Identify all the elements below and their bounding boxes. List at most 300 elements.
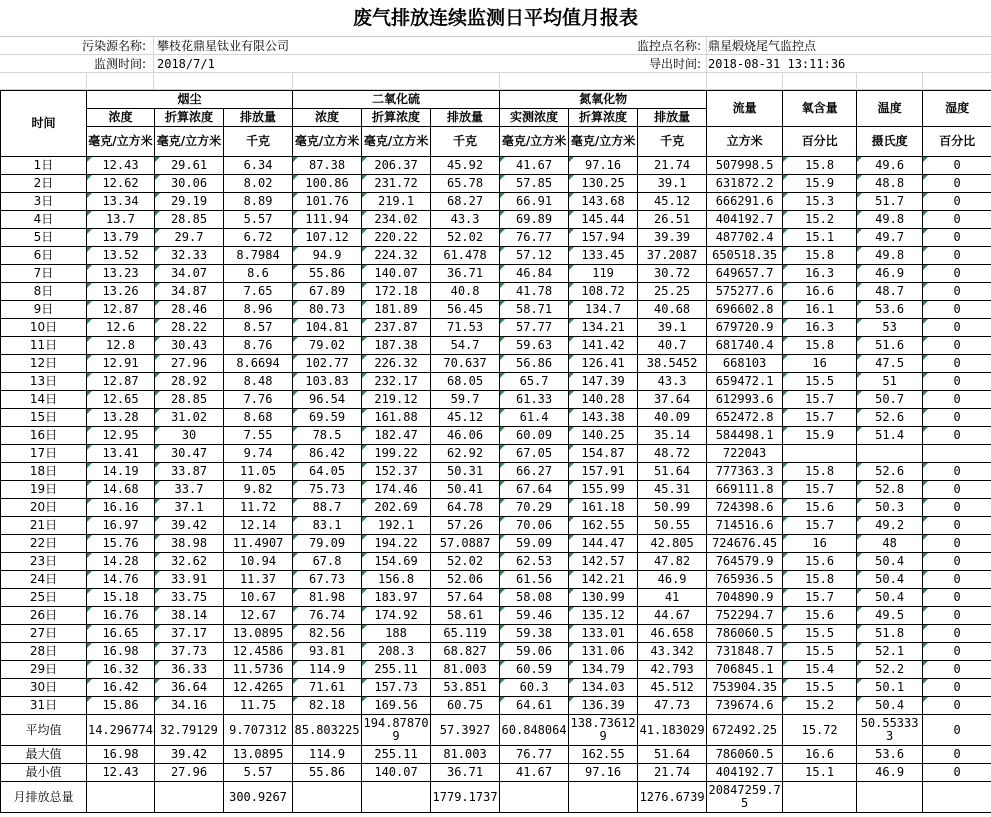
table-cell: 16.3 (783, 265, 857, 283)
table-cell: 46.9 (638, 571, 707, 589)
table-cell: 162.55 (569, 517, 638, 535)
table-cell: 13.26 (87, 283, 155, 301)
table-cell: 0 (923, 499, 991, 517)
table-cell: 786060.5 (707, 625, 783, 643)
table-cell: 6.72 (224, 229, 293, 247)
table-row (1, 175, 991, 193)
table-cell: 12.62 (87, 175, 155, 193)
table-cell: 64.61 (500, 697, 569, 715)
table-cell: 20847259.75 (707, 782, 783, 813)
table-cell: 108.72 (569, 283, 638, 301)
table-cell: 6.34 (224, 157, 293, 175)
header-nox: 氮氧化物 (500, 91, 707, 109)
table-cell: 46.06 (431, 427, 500, 445)
table-cell: 487702.4 (707, 229, 783, 247)
table-cell (923, 445, 991, 463)
table-cell: 28.92 (155, 373, 224, 391)
table-cell: 0 (923, 697, 991, 715)
report-table (0, 90, 991, 813)
table-cell: 12.43 (87, 764, 155, 782)
table-cell: 194.878709 (362, 715, 431, 746)
row-label: 7日 (1, 265, 87, 283)
table-cell: 62.92 (431, 445, 500, 463)
row-label: 14日 (1, 391, 87, 409)
grid-line (292, 72, 293, 90)
table-cell: 43.342 (638, 643, 707, 661)
table-cell: 199.22 (362, 445, 431, 463)
table-cell: 71.61 (293, 679, 362, 697)
table-cell: 33.87 (155, 463, 224, 481)
table-cell: 0 (923, 517, 991, 535)
table-cell: 32.79129 (155, 715, 224, 746)
table-cell: 67.05 (500, 445, 569, 463)
table-cell: 0 (923, 553, 991, 571)
table-row (1, 499, 991, 517)
table-cell: 42.793 (638, 661, 707, 679)
table-cell: 9.74 (224, 445, 293, 463)
table-cell: 85.803225 (293, 715, 362, 746)
table-cell: 79.09 (293, 535, 362, 553)
table-cell: 57.64 (431, 589, 500, 607)
table-cell: 16.6 (783, 746, 857, 764)
header-so2: 二氧化硫 (293, 91, 500, 109)
table-cell: 145.44 (569, 211, 638, 229)
table-cell: 11.05 (224, 463, 293, 481)
table-cell: 37.73 (155, 643, 224, 661)
source-label: 污染源名称: (81, 39, 146, 53)
table-cell: 50.99 (638, 499, 707, 517)
table-cell: 29.61 (155, 157, 224, 175)
table-cell: 53.6 (857, 301, 923, 319)
table-cell (783, 445, 857, 463)
table-cell: 140.07 (362, 764, 431, 782)
table-cell: 13.52 (87, 247, 155, 265)
table-cell (362, 782, 431, 813)
table-cell: 134.03 (569, 679, 638, 697)
table-cell: 43.3 (638, 373, 707, 391)
table-cell: 0 (923, 643, 991, 661)
table-row (1, 409, 991, 427)
table-cell: 38.14 (155, 607, 224, 625)
table-cell: 53 (857, 319, 923, 337)
table-cell: 30 (155, 427, 224, 445)
table-cell: 34.16 (155, 697, 224, 715)
table-cell: 12.14 (224, 517, 293, 535)
row-label: 20日 (1, 499, 87, 517)
row-label: 16日 (1, 427, 87, 445)
table-cell: 49.2 (857, 517, 923, 535)
table-cell: 15.1 (783, 229, 857, 247)
table-cell: 67.73 (293, 571, 362, 589)
table-cell: 14.28 (87, 553, 155, 571)
table-cell: 49.8 (857, 247, 923, 265)
table-cell: 0 (923, 229, 991, 247)
grid-line (0, 72, 991, 73)
table-cell: 70.637 (431, 355, 500, 373)
header-nox-conv: 折算浓度 (569, 109, 638, 127)
header-dust-emission: 排放量 (224, 109, 293, 127)
table-cell: 83.1 (293, 517, 362, 535)
table-cell: 752294.7 (707, 607, 783, 625)
unit-cell: 毫克/立方米 (362, 127, 431, 157)
row-label: 22日 (1, 535, 87, 553)
table-cell: 15.8 (783, 463, 857, 481)
table-cell: 8.76 (224, 337, 293, 355)
table-cell: 41.183029 (638, 715, 707, 746)
table-cell: 0 (923, 211, 991, 229)
table-row (1, 229, 991, 247)
table-cell: 57.85 (500, 175, 569, 193)
table-cell: 33.7 (155, 481, 224, 499)
table-cell: 739674.6 (707, 697, 783, 715)
table-cell: 60.3 (500, 679, 569, 697)
table-cell: 231.72 (362, 175, 431, 193)
table-cell: 49.6 (857, 157, 923, 175)
table-cell: 56.86 (500, 355, 569, 373)
table-cell: 8.68 (224, 409, 293, 427)
table-cell: 40.7 (638, 337, 707, 355)
table-cell: 154.69 (362, 553, 431, 571)
table-row (1, 463, 991, 481)
header-nox-emission: 排放量 (638, 109, 707, 127)
table-cell: 50.3 (857, 499, 923, 517)
row-label: 10日 (1, 319, 87, 337)
table-row (1, 211, 991, 229)
table-cell: 67.64 (500, 481, 569, 499)
table-cell: 13.7 (87, 211, 155, 229)
table-cell: 161.88 (362, 409, 431, 427)
table-cell: 0 (923, 193, 991, 211)
table-cell: 46.658 (638, 625, 707, 643)
table-cell: 59.46 (500, 607, 569, 625)
table-cell: 80.73 (293, 301, 362, 319)
table-cell: 68.27 (431, 193, 500, 211)
table-cell: 15.6 (783, 553, 857, 571)
table-cell: 15.6 (783, 607, 857, 625)
table-cell: 40.68 (638, 301, 707, 319)
table-cell: 67.89 (293, 283, 362, 301)
table-cell: 157.73 (362, 679, 431, 697)
table-cell: 183.97 (362, 589, 431, 607)
table-cell: 30.47 (155, 445, 224, 463)
table-cell: 11.72 (224, 499, 293, 517)
table-cell: 50.4 (857, 697, 923, 715)
table-cell: 50.1 (857, 679, 923, 697)
row-label: 4日 (1, 211, 87, 229)
table-cell: 60.09 (500, 427, 569, 445)
table-cell: 722043 (707, 445, 783, 463)
table-cell: 65.7 (500, 373, 569, 391)
table-cell: 704890.9 (707, 589, 783, 607)
table-cell: 8.02 (224, 175, 293, 193)
table-cell: 12.4265 (224, 679, 293, 697)
table-cell (857, 782, 923, 813)
table-cell: 1276.6739 (638, 782, 707, 813)
table-cell: 21.74 (638, 157, 707, 175)
table-cell: 41.78 (500, 283, 569, 301)
table-cell: 35.14 (638, 427, 707, 445)
table-cell: 0 (923, 679, 991, 697)
table-cell: 48 (857, 535, 923, 553)
table-cell (155, 782, 224, 813)
row-label: 5日 (1, 229, 87, 247)
table-cell: 36.33 (155, 661, 224, 679)
table-cell: 157.94 (569, 229, 638, 247)
unit-cell: 千克 (431, 127, 500, 157)
table-cell: 52.2 (857, 661, 923, 679)
row-label: 11日 (1, 337, 87, 355)
table-cell: 53.851 (431, 679, 500, 697)
table-cell: 49.7 (857, 229, 923, 247)
table-cell: 33.91 (155, 571, 224, 589)
table-row (1, 661, 991, 679)
table-cell: 28.85 (155, 391, 224, 409)
table-cell: 15.7 (783, 481, 857, 499)
table-cell: 15.5 (783, 679, 857, 697)
table-cell: 50.7 (857, 391, 923, 409)
table-cell: 70.29 (500, 499, 569, 517)
row-label: 24日 (1, 571, 87, 589)
table-cell: 194.22 (362, 535, 431, 553)
info-row-1 (0, 37, 991, 55)
table-cell: 48.72 (638, 445, 707, 463)
table-cell: 0 (923, 319, 991, 337)
table-cell: 34.87 (155, 283, 224, 301)
row-label: 12日 (1, 355, 87, 373)
table-cell: 39.42 (155, 517, 224, 535)
table-cell: 131.06 (569, 643, 638, 661)
table-cell: 575277.6 (707, 283, 783, 301)
header-time: 时间 (1, 91, 87, 157)
table-cell: 10.67 (224, 589, 293, 607)
table-cell: 36.71 (431, 764, 500, 782)
table-cell: 57.3927 (431, 715, 500, 746)
table-cell: 68.05 (431, 373, 500, 391)
table-row (1, 517, 991, 535)
grid-line (782, 72, 783, 90)
table-cell: 45.12 (638, 193, 707, 211)
table-cell: 65.119 (431, 625, 500, 643)
table-cell: 174.46 (362, 481, 431, 499)
table-cell: 133.01 (569, 625, 638, 643)
table-cell: 67.8 (293, 553, 362, 571)
table-cell: 142.21 (569, 571, 638, 589)
unit-cell: 毫克/立方米 (293, 127, 362, 157)
row-label: 21日 (1, 517, 87, 535)
table-cell: 219.1 (362, 193, 431, 211)
table-cell: 96.54 (293, 391, 362, 409)
table-cell: 81.003 (431, 746, 500, 764)
table-cell: 15.7 (783, 391, 857, 409)
table-cell: 61.33 (500, 391, 569, 409)
table-cell: 156.8 (362, 571, 431, 589)
table-cell: 192.1 (362, 517, 431, 535)
table-cell: 202.69 (362, 499, 431, 517)
table-cell: 97.16 (569, 157, 638, 175)
table-cell: 21.74 (638, 764, 707, 782)
header-so2-conc: 浓度 (293, 109, 362, 127)
table-cell: 133.45 (569, 247, 638, 265)
row-label: 30日 (1, 679, 87, 697)
row-label: 17日 (1, 445, 87, 463)
unit-cell: 毫克/立方米 (569, 127, 638, 157)
table-cell: 51 (857, 373, 923, 391)
table-cell (569, 782, 638, 813)
table-cell: 45.31 (638, 481, 707, 499)
table-cell: 30.43 (155, 337, 224, 355)
header-dust-conv: 折算浓度 (155, 109, 224, 127)
point-label: 监控点名称: (636, 39, 701, 53)
table-cell: 69.89 (500, 211, 569, 229)
table-cell (87, 782, 155, 813)
table-cell (500, 782, 569, 813)
table-cell: 71.53 (431, 319, 500, 337)
row-label: 19日 (1, 481, 87, 499)
table-cell: 41 (638, 589, 707, 607)
table-row (1, 157, 991, 175)
table-cell: 51.4 (857, 427, 923, 445)
grid-line (153, 37, 154, 90)
table-cell: 8.48 (224, 373, 293, 391)
row-label: 9日 (1, 301, 87, 319)
table-cell: 36.71 (431, 265, 500, 283)
table-cell: 188 (362, 625, 431, 643)
table-cell: 16.65 (87, 625, 155, 643)
grid-line (499, 72, 500, 90)
unit-cell: 立方米 (707, 127, 783, 157)
table-cell: 57.12 (500, 247, 569, 265)
table-cell: 0 (923, 715, 991, 746)
table-cell: 15.9 (783, 427, 857, 445)
table-cell: 16.6 (783, 283, 857, 301)
table-cell: 97.16 (569, 764, 638, 782)
row-label: 26日 (1, 607, 87, 625)
row-label: 2日 (1, 175, 87, 193)
table-cell: 714516.6 (707, 517, 783, 535)
table-cell: 8.6694 (224, 355, 293, 373)
header-dust-conc: 浓度 (87, 109, 155, 127)
table-cell: 15.72 (783, 715, 857, 746)
table-cell: 16.42 (87, 679, 155, 697)
table-cell: 50.41 (431, 481, 500, 499)
table-row (1, 571, 991, 589)
table-cell: 15.7 (783, 409, 857, 427)
header-flow: 流量 (707, 91, 783, 127)
row-label: 25日 (1, 589, 87, 607)
header-humidity: 湿度 (923, 91, 991, 127)
table-cell: 724676.45 (707, 535, 783, 553)
table-cell: 224.32 (362, 247, 431, 265)
table-cell: 15.8 (783, 247, 857, 265)
row-label: 3日 (1, 193, 87, 211)
table-cell: 15.3 (783, 193, 857, 211)
table-cell: 11.75 (224, 697, 293, 715)
table-cell: 15.8 (783, 337, 857, 355)
table-cell: 0 (923, 283, 991, 301)
table-cell: 7.65 (224, 283, 293, 301)
table-cell: 103.83 (293, 373, 362, 391)
table-cell: 0 (923, 391, 991, 409)
table-cell: 650518.35 (707, 247, 783, 265)
table-cell: 13.23 (87, 265, 155, 283)
table-cell: 40.09 (638, 409, 707, 427)
table-cell: 55.86 (293, 764, 362, 782)
table-cell: 143.68 (569, 193, 638, 211)
avg-row (1, 715, 991, 746)
table-row (1, 373, 991, 391)
table-cell: 134.79 (569, 661, 638, 679)
table-cell: 16.98 (87, 746, 155, 764)
table-cell: 162.55 (569, 746, 638, 764)
table-cell: 78.5 (293, 427, 362, 445)
table-cell: 64.78 (431, 499, 500, 517)
time-value: 2018/7/1 (157, 57, 215, 71)
table-cell: 0 (923, 355, 991, 373)
table-cell: 0 (923, 625, 991, 643)
table-cell: 57.0887 (431, 535, 500, 553)
table-cell: 65.78 (431, 175, 500, 193)
row-label: 最小值 (1, 764, 87, 782)
table-cell: 55.86 (293, 265, 362, 283)
table-cell: 15.7 (783, 589, 857, 607)
table-row (1, 535, 991, 553)
grid-line (856, 72, 857, 90)
table-cell: 15.76 (87, 535, 155, 553)
table-cell: 60.59 (500, 661, 569, 679)
table-cell: 777363.3 (707, 463, 783, 481)
table-cell: 45.512 (638, 679, 707, 697)
table-cell: 60.75 (431, 697, 500, 715)
grid-line (706, 37, 707, 90)
row-label: 6日 (1, 247, 87, 265)
table-cell: 10.94 (224, 553, 293, 571)
table-cell: 679720.9 (707, 319, 783, 337)
table-cell: 7.76 (224, 391, 293, 409)
table-cell: 60.848064 (500, 715, 569, 746)
table-cell: 88.7 (293, 499, 362, 517)
row-label: 月排放总量 (1, 782, 87, 813)
table-row (1, 319, 991, 337)
table-cell: 81.98 (293, 589, 362, 607)
table-cell: 12.65 (87, 391, 155, 409)
header-oxygen: 氧含量 (783, 91, 857, 127)
table-cell: 232.17 (362, 373, 431, 391)
table-cell: 154.87 (569, 445, 638, 463)
table-cell: 82.18 (293, 697, 362, 715)
table-cell: 38.98 (155, 535, 224, 553)
table-cell: 61.4 (500, 409, 569, 427)
table-cell: 0 (923, 746, 991, 764)
table-cell: 226.32 (362, 355, 431, 373)
table-cell: 666291.6 (707, 193, 783, 211)
table-cell: 16.3 (783, 319, 857, 337)
table-cell: 70.06 (500, 517, 569, 535)
table-cell: 29.7 (155, 229, 224, 247)
unit-cell: 千克 (224, 127, 293, 157)
table-cell: 9.82 (224, 481, 293, 499)
table-row (1, 301, 991, 319)
table-row (1, 445, 991, 463)
table-cell: 61.478 (431, 247, 500, 265)
table-cell: 12.8 (87, 337, 155, 355)
table-cell: 0 (923, 301, 991, 319)
table-row (1, 355, 991, 373)
table-cell: 94.9 (293, 247, 362, 265)
table-cell: 147.39 (569, 373, 638, 391)
table-cell: 206.37 (362, 157, 431, 175)
table-cell: 8.7984 (224, 247, 293, 265)
table-cell: 40.8 (431, 283, 500, 301)
